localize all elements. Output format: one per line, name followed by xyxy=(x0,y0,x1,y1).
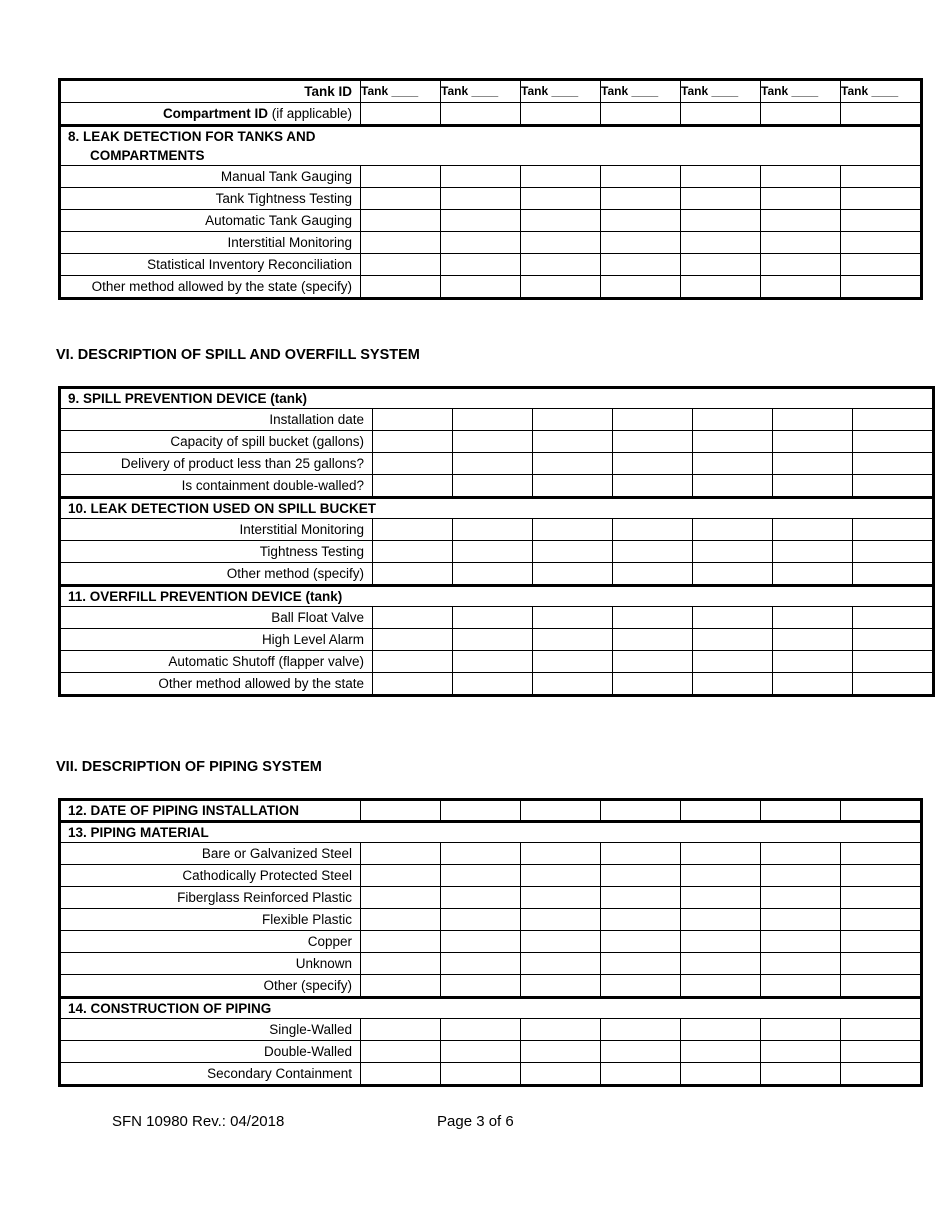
row-label: Other method allowed by the state (specify) xyxy=(60,276,361,299)
entry-cell[interactable] xyxy=(453,431,533,453)
entry-cell[interactable] xyxy=(681,1063,761,1086)
form-row xyxy=(60,629,934,651)
entry-cell[interactable] xyxy=(693,453,773,475)
row-label: Double-Walled xyxy=(60,1041,361,1063)
entry-cell[interactable] xyxy=(601,931,681,953)
entry-cell[interactable] xyxy=(361,909,441,931)
entry-cell[interactable] xyxy=(841,953,922,975)
entry-cell[interactable] xyxy=(601,843,681,865)
entry-cell[interactable] xyxy=(373,453,453,475)
entry-cell[interactable] xyxy=(521,1063,601,1086)
form-row xyxy=(60,843,922,865)
entry-cell[interactable] xyxy=(681,953,761,975)
entry-cell[interactable] xyxy=(521,254,601,276)
entry-cell[interactable] xyxy=(613,519,693,541)
entry-cell[interactable] xyxy=(773,519,853,541)
entry-cell[interactable] xyxy=(373,541,453,563)
entry-cell[interactable] xyxy=(761,166,841,188)
entry-cell[interactable] xyxy=(613,629,693,651)
entry-cell[interactable] xyxy=(361,166,441,188)
piping-date-cell[interactable] xyxy=(761,800,841,822)
entry-cell[interactable] xyxy=(693,541,773,563)
tank-header-1[interactable]: Tank ____ xyxy=(361,80,441,103)
entry-cell[interactable] xyxy=(693,475,773,498)
entry-cell[interactable] xyxy=(841,232,922,254)
section-9-header-row xyxy=(60,388,934,409)
row-label: High Level Alarm xyxy=(60,629,373,651)
entry-cell[interactable] xyxy=(373,519,453,541)
entry-cell[interactable] xyxy=(521,1019,601,1041)
entry-cell[interactable] xyxy=(441,865,521,887)
form-row xyxy=(60,453,934,475)
entry-cell[interactable] xyxy=(601,1041,681,1063)
entry-cell[interactable] xyxy=(681,232,761,254)
tank-id-label: Tank ID xyxy=(60,80,361,103)
entry-cell[interactable] xyxy=(761,1019,841,1041)
row-label: Copper xyxy=(60,931,361,953)
entry-cell[interactable] xyxy=(693,519,773,541)
entry-cell[interactable] xyxy=(761,887,841,909)
piping-date-cell[interactable] xyxy=(681,800,761,822)
entry-cell[interactable] xyxy=(613,431,693,453)
form-row xyxy=(60,931,922,953)
entry-cell[interactable] xyxy=(613,563,693,586)
row-label: Ball Float Valve xyxy=(60,607,373,629)
entry-cell[interactable] xyxy=(773,453,853,475)
form-row xyxy=(60,431,934,453)
form-row xyxy=(60,1041,922,1063)
entry-cell[interactable] xyxy=(373,431,453,453)
compartment-id-label xyxy=(60,103,361,126)
entry-cell[interactable] xyxy=(853,563,934,586)
entry-cell[interactable] xyxy=(601,953,681,975)
row-label: Is containment double-walled? xyxy=(60,475,373,498)
form-row xyxy=(60,1019,922,1041)
entry-cell[interactable] xyxy=(853,607,934,629)
section-12-title: 12. DATE OF PIPING INSTALLATION xyxy=(60,800,361,822)
compartment-id-cell[interactable] xyxy=(361,103,441,126)
form-row xyxy=(60,210,922,232)
entry-cell[interactable] xyxy=(373,563,453,586)
entry-cell[interactable] xyxy=(681,843,761,865)
form-row xyxy=(60,673,934,696)
row-label: Automatic Shutoff (flapper valve) xyxy=(60,651,373,673)
row-label: Other method allowed by the state xyxy=(60,673,373,696)
entry-cell[interactable] xyxy=(613,409,693,431)
row-label: Tightness Testing xyxy=(60,541,373,563)
entry-cell[interactable] xyxy=(441,1041,521,1063)
compartment-id-cell[interactable] xyxy=(441,103,521,126)
entry-cell[interactable] xyxy=(693,651,773,673)
entry-cell[interactable] xyxy=(601,1019,681,1041)
form-row xyxy=(60,232,922,254)
tank-header-6[interactable]: Tank ____ xyxy=(761,80,841,103)
entry-cell[interactable] xyxy=(361,1041,441,1063)
row-label: Unknown xyxy=(60,953,361,975)
row-label: Single-Walled xyxy=(60,1019,361,1041)
entry-cell[interactable] xyxy=(841,843,922,865)
entry-cell[interactable] xyxy=(373,629,453,651)
entry-cell[interactable] xyxy=(361,254,441,276)
entry-cell[interactable] xyxy=(441,975,521,998)
entry-cell[interactable] xyxy=(773,651,853,673)
entry-cell[interactable] xyxy=(361,1019,441,1041)
entry-cell[interactable] xyxy=(773,629,853,651)
entry-cell[interactable] xyxy=(373,607,453,629)
entry-cell[interactable] xyxy=(681,975,761,998)
entry-cell[interactable] xyxy=(361,188,441,210)
entry-cell[interactable] xyxy=(681,210,761,232)
entry-cell[interactable] xyxy=(761,931,841,953)
form-row xyxy=(60,651,934,673)
section-10-header-row xyxy=(60,498,934,519)
piping-date-cell[interactable] xyxy=(441,800,521,822)
entry-cell[interactable] xyxy=(521,276,601,299)
entry-cell[interactable] xyxy=(761,232,841,254)
entry-cell[interactable] xyxy=(361,843,441,865)
entry-cell[interactable] xyxy=(853,453,934,475)
form-row xyxy=(60,975,922,998)
entry-cell[interactable] xyxy=(693,629,773,651)
section-8-rows xyxy=(60,166,922,299)
entry-cell[interactable] xyxy=(533,651,613,673)
entry-cell[interactable] xyxy=(441,188,521,210)
section-13-title: 13. PIPING MATERIAL xyxy=(60,822,922,843)
entry-cell[interactable] xyxy=(761,953,841,975)
entry-cell[interactable] xyxy=(681,276,761,299)
entry-cell[interactable] xyxy=(841,210,922,232)
entry-cell[interactable] xyxy=(441,232,521,254)
entry-cell[interactable] xyxy=(761,975,841,998)
row-label: Cathodically Protected Steel xyxy=(60,865,361,887)
entry-cell[interactable] xyxy=(521,210,601,232)
spill-overfill-table xyxy=(58,386,935,697)
entry-cell[interactable] xyxy=(521,232,601,254)
entry-cell[interactable] xyxy=(693,607,773,629)
entry-cell[interactable] xyxy=(853,673,934,696)
entry-cell[interactable] xyxy=(681,887,761,909)
piping-date-cell[interactable] xyxy=(361,800,441,822)
row-label: Other (specify) xyxy=(60,975,361,998)
form-row xyxy=(60,276,922,299)
entry-cell[interactable] xyxy=(613,607,693,629)
form-row xyxy=(60,254,922,276)
piping-date-cell[interactable] xyxy=(601,800,681,822)
piping-date-cell[interactable] xyxy=(841,800,922,822)
tank-header-5[interactable]: Tank ____ xyxy=(681,80,761,103)
form-row xyxy=(60,1063,922,1086)
section-11-title: 11. OVERFILL PREVENTION DEVICE (tank) xyxy=(60,586,934,607)
form-row xyxy=(60,563,934,586)
entry-cell[interactable] xyxy=(441,953,521,975)
entry-cell[interactable] xyxy=(361,975,441,998)
tank-header-7[interactable]: Tank ____ xyxy=(841,80,922,103)
section-13-header-row xyxy=(60,822,922,843)
form-row xyxy=(60,909,922,931)
entry-cell[interactable] xyxy=(693,409,773,431)
row-label: Flexible Plastic xyxy=(60,909,361,931)
entry-cell[interactable] xyxy=(613,541,693,563)
entry-cell[interactable] xyxy=(361,865,441,887)
tank-header-3[interactable]: Tank ____ xyxy=(521,80,601,103)
section-vi-title: VI. DESCRIPTION OF SPILL AND OVERFILL SYSTEM xyxy=(56,347,420,363)
section-9-title: 9. SPILL PREVENTION DEVICE (tank) xyxy=(60,388,934,409)
entry-cell[interactable] xyxy=(853,541,934,563)
entry-cell[interactable] xyxy=(533,453,613,475)
entry-cell[interactable] xyxy=(453,541,533,563)
entry-cell[interactable] xyxy=(681,931,761,953)
entry-cell[interactable] xyxy=(841,276,922,299)
entry-cell[interactable] xyxy=(453,409,533,431)
entry-cell[interactable] xyxy=(841,865,922,887)
entry-cell[interactable] xyxy=(441,254,521,276)
entry-cell[interactable] xyxy=(841,887,922,909)
section-13-rows xyxy=(60,843,922,998)
entry-cell[interactable] xyxy=(681,909,761,931)
form-row xyxy=(60,607,934,629)
entry-cell[interactable] xyxy=(453,629,533,651)
form-row xyxy=(60,475,934,498)
entry-cell[interactable] xyxy=(453,453,533,475)
entry-cell[interactable] xyxy=(453,651,533,673)
section-8-title xyxy=(60,126,922,166)
section-12-row xyxy=(60,800,922,822)
entry-cell[interactable] xyxy=(453,563,533,586)
row-label: Capacity of spill bucket (gallons) xyxy=(60,431,373,453)
compartment-id-cell[interactable] xyxy=(841,103,922,126)
entry-cell[interactable] xyxy=(453,607,533,629)
section-8-title-line1: 8. LEAK DETECTION FOR TANKS AND xyxy=(68,129,316,144)
entry-cell[interactable] xyxy=(533,563,613,586)
entry-cell[interactable] xyxy=(441,276,521,299)
entry-cell[interactable] xyxy=(841,931,922,953)
entry-cell[interactable] xyxy=(601,1063,681,1086)
entry-cell[interactable] xyxy=(613,475,693,498)
entry-cell[interactable] xyxy=(373,475,453,498)
entry-cell[interactable] xyxy=(533,629,613,651)
row-label: Statistical Inventory Reconciliation xyxy=(60,254,361,276)
section-9-rows xyxy=(60,409,934,498)
entry-cell[interactable] xyxy=(601,975,681,998)
entry-cell[interactable] xyxy=(453,519,533,541)
section-vii-title: VII. DESCRIPTION OF PIPING SYSTEM xyxy=(56,759,322,775)
entry-cell[interactable] xyxy=(773,475,853,498)
form-row xyxy=(60,188,922,210)
entry-cell[interactable] xyxy=(521,953,601,975)
entry-cell[interactable] xyxy=(681,1019,761,1041)
entry-cell[interactable] xyxy=(761,1063,841,1086)
entry-cell[interactable] xyxy=(373,651,453,673)
entry-cell[interactable] xyxy=(601,232,681,254)
entry-cell[interactable] xyxy=(601,188,681,210)
entry-cell[interactable] xyxy=(441,909,521,931)
entry-cell[interactable] xyxy=(521,887,601,909)
entry-cell[interactable] xyxy=(521,1041,601,1063)
entry-cell[interactable] xyxy=(453,673,533,696)
page-number: Page 3 of 6 xyxy=(437,1113,514,1130)
entry-cell[interactable] xyxy=(521,843,601,865)
entry-cell[interactable] xyxy=(761,1041,841,1063)
entry-cell[interactable] xyxy=(521,166,601,188)
entry-cell[interactable] xyxy=(681,166,761,188)
entry-cell[interactable] xyxy=(613,453,693,475)
entry-cell[interactable] xyxy=(693,563,773,586)
compartment-id-bold: Compartment ID xyxy=(162,106,268,121)
entry-cell[interactable] xyxy=(841,909,922,931)
entry-cell[interactable] xyxy=(693,431,773,453)
entry-cell[interactable] xyxy=(361,276,441,299)
entry-cell[interactable] xyxy=(773,607,853,629)
entry-cell[interactable] xyxy=(373,673,453,696)
entry-cell[interactable] xyxy=(441,1063,521,1086)
entry-cell[interactable] xyxy=(441,931,521,953)
entry-cell[interactable] xyxy=(761,843,841,865)
entry-cell[interactable] xyxy=(601,166,681,188)
row-label: Fiberglass Reinforced Plastic xyxy=(60,887,361,909)
entry-cell[interactable] xyxy=(441,1019,521,1041)
tank-header-4[interactable]: Tank ____ xyxy=(601,80,681,103)
row-label: Interstitial Monitoring xyxy=(60,519,373,541)
form-number: SFN 10980 Rev.: 04/2018 xyxy=(112,1113,285,1130)
form-row xyxy=(60,166,922,188)
section-11-rows xyxy=(60,607,934,696)
row-label: Installation date xyxy=(60,409,373,431)
entry-cell[interactable] xyxy=(841,1019,922,1041)
entry-cell[interactable] xyxy=(773,563,853,586)
form-row xyxy=(60,409,934,431)
entry-cell[interactable] xyxy=(361,210,441,232)
entry-cell[interactable] xyxy=(761,188,841,210)
row-label: Delivery of product less than 25 gallons? xyxy=(60,453,373,475)
entry-cell[interactable] xyxy=(761,865,841,887)
entry-cell[interactable] xyxy=(773,431,853,453)
entry-cell[interactable] xyxy=(601,254,681,276)
entry-cell[interactable] xyxy=(521,975,601,998)
entry-cell[interactable] xyxy=(361,887,441,909)
entry-cell[interactable] xyxy=(533,607,613,629)
entry-cell[interactable] xyxy=(533,673,613,696)
entry-cell[interactable] xyxy=(841,975,922,998)
row-label: Bare or Galvanized Steel xyxy=(60,843,361,865)
entry-cell[interactable] xyxy=(681,254,761,276)
entry-cell[interactable] xyxy=(601,276,681,299)
entry-cell[interactable] xyxy=(761,909,841,931)
form-row xyxy=(60,887,922,909)
section-14-rows xyxy=(60,1019,922,1086)
form-row xyxy=(60,865,922,887)
entry-cell[interactable] xyxy=(693,673,773,696)
entry-cell[interactable] xyxy=(681,188,761,210)
entry-cell[interactable] xyxy=(841,1063,922,1086)
entry-cell[interactable] xyxy=(773,673,853,696)
section-14-header-row xyxy=(60,998,922,1019)
entry-cell[interactable] xyxy=(853,651,934,673)
entry-cell[interactable] xyxy=(841,188,922,210)
entry-cell[interactable] xyxy=(681,865,761,887)
entry-cell[interactable] xyxy=(853,519,934,541)
entry-cell[interactable] xyxy=(853,629,934,651)
entry-cell[interactable] xyxy=(841,254,922,276)
entry-cell[interactable] xyxy=(601,865,681,887)
entry-cell[interactable] xyxy=(361,232,441,254)
piping-system-table xyxy=(58,798,923,1087)
row-label: Other method (specify) xyxy=(60,563,373,586)
compartment-id-cell[interactable] xyxy=(521,103,601,126)
tank-leak-detection-table xyxy=(58,78,923,300)
entry-cell[interactable] xyxy=(441,210,521,232)
entry-cell[interactable] xyxy=(361,931,441,953)
entry-cell[interactable] xyxy=(361,953,441,975)
entry-cell[interactable] xyxy=(853,409,934,431)
entry-cell[interactable] xyxy=(761,210,841,232)
section-10-title: 10. LEAK DETECTION USED ON SPILL BUCKET xyxy=(60,498,934,519)
entry-cell[interactable] xyxy=(521,188,601,210)
entry-cell[interactable] xyxy=(453,475,533,498)
section-8-header-row xyxy=(60,126,922,166)
entry-cell[interactable] xyxy=(681,1041,761,1063)
form-row xyxy=(60,953,922,975)
entry-cell[interactable] xyxy=(853,475,934,498)
row-label: Automatic Tank Gauging xyxy=(60,210,361,232)
section-8-title-line2: COMPARTMENTS xyxy=(90,148,205,163)
entry-cell[interactable] xyxy=(373,409,453,431)
entry-cell[interactable] xyxy=(613,673,693,696)
entry-cell[interactable] xyxy=(533,519,613,541)
entry-cell[interactable] xyxy=(533,541,613,563)
entry-cell[interactable] xyxy=(361,1063,441,1086)
compartment-id-cell[interactable] xyxy=(761,103,841,126)
entry-cell[interactable] xyxy=(601,210,681,232)
entry-cell[interactable] xyxy=(841,166,922,188)
entry-cell[interactable] xyxy=(761,276,841,299)
compartment-id-row xyxy=(60,103,922,126)
entry-cell[interactable] xyxy=(853,431,934,453)
compartment-id-cell[interactable] xyxy=(601,103,681,126)
entry-cell[interactable] xyxy=(441,887,521,909)
row-label: Manual Tank Gauging xyxy=(60,166,361,188)
section-11-header-row xyxy=(60,586,934,607)
entry-cell[interactable] xyxy=(533,409,613,431)
entry-cell[interactable] xyxy=(601,909,681,931)
section-14-title: 14. CONSTRUCTION OF PIPING xyxy=(60,998,922,1019)
entry-cell[interactable] xyxy=(521,909,601,931)
row-label: Secondary Containment xyxy=(60,1063,361,1086)
entry-cell[interactable] xyxy=(521,865,601,887)
entry-cell[interactable] xyxy=(773,409,853,431)
form-row xyxy=(60,541,934,563)
entry-cell[interactable] xyxy=(441,166,521,188)
form-row xyxy=(60,519,934,541)
compartment-id-note: (if applicable) xyxy=(267,106,352,121)
entry-cell[interactable] xyxy=(441,843,521,865)
row-label: Tank Tightness Testing xyxy=(60,188,361,210)
tank-header-2[interactable]: Tank ____ xyxy=(441,80,521,103)
entry-cell[interactable] xyxy=(601,887,681,909)
entry-cell[interactable] xyxy=(613,651,693,673)
entry-cell[interactable] xyxy=(773,541,853,563)
piping-date-cell[interactable] xyxy=(521,800,601,822)
compartment-id-cell[interactable] xyxy=(681,103,761,126)
entry-cell[interactable] xyxy=(533,431,613,453)
entry-cell[interactable] xyxy=(533,475,613,498)
entry-cell[interactable] xyxy=(521,931,601,953)
entry-cell[interactable] xyxy=(841,1041,922,1063)
section-10-rows xyxy=(60,519,934,586)
row-label: Interstitial Monitoring xyxy=(60,232,361,254)
tank-id-row xyxy=(60,80,922,103)
entry-cell[interactable] xyxy=(761,254,841,276)
